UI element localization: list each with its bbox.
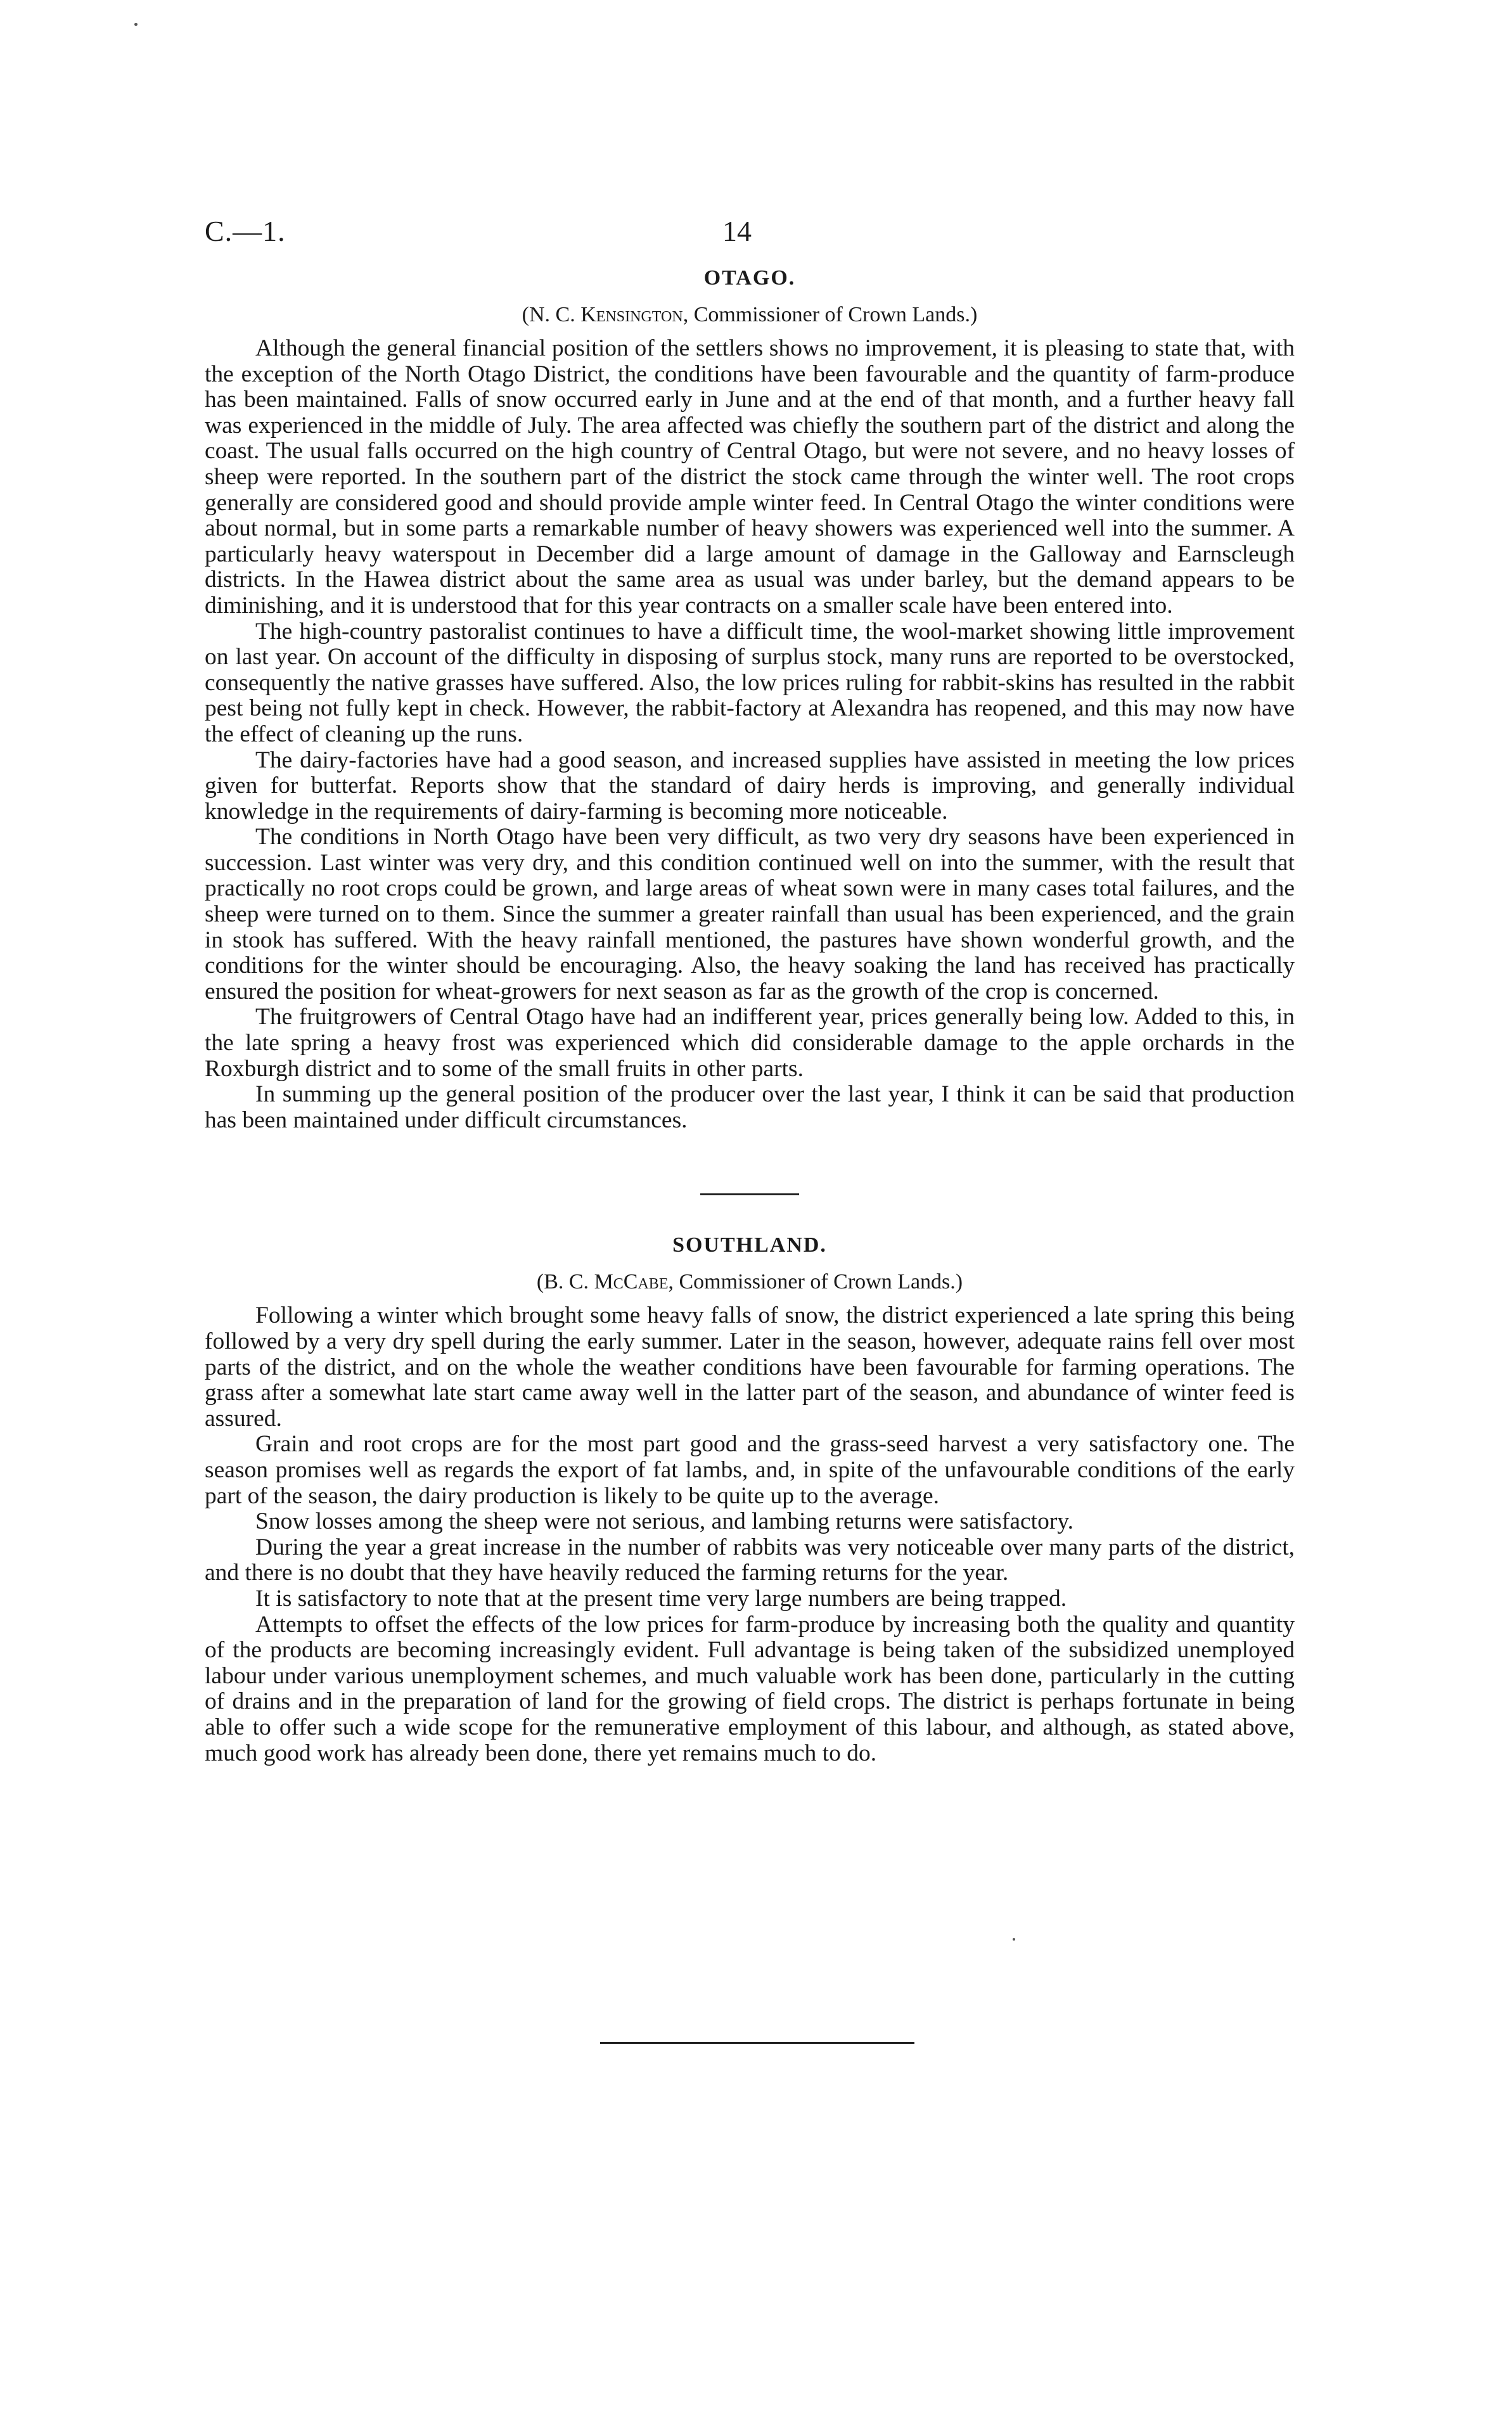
southland-byline-close: , Commissioner of Crown Lands.) [668, 1270, 963, 1294]
scan-speck [1013, 1938, 1015, 1941]
page-body [205, 266, 1295, 1766]
southland-paragraph-1: Following a winter which brought some heavy falls of snow, the district experienced a late spring this being followed by a very dry spell during the early summer. Later in the season, however, adequate rains fell over most parts of the district, and on the whole the weather conditions have been favourable for farming operations. The grass after a somewhat late start came away well in the latter part of the season, and abundance of winter feed is assured. [205, 1302, 1295, 1432]
southland-section [205, 1233, 1295, 1766]
southland-heading: SOUTHLAND. [672, 1233, 827, 1257]
southland-commissioner-name: McCabe [594, 1270, 669, 1294]
end-rule [600, 2042, 914, 2044]
scan-speck [134, 23, 138, 26]
otago-heading: OTAGO. [703, 266, 796, 290]
otago-paragraph-5: The fruitgrowers of Central Otago have had an indifferent year, prices generally being low. Added to this, in the late spring a heavy frost was experienced which did considerable damage to the apple orchards in the Roxburgh district and to some of the small fruits in other parts. [205, 1004, 1295, 1082]
otago-byline [205, 303, 1295, 327]
otago-section [205, 266, 1295, 1133]
southland-paragraph-6: Attempts to offset the effects of the low prices for farm-produce by increasing both the quality and quantity of the products are becoming increasingly evident. Full advantage is being taken of the subsidized unemployed labour under various unemployment schemes, and much valuable work has been done, particularly in the cutting of drains and in the preparation of land for the growing of field crops. The district is perhaps fortunate in being able to offer such a wide scope for the remunerative employment of this labour, and although, as stated above, much good work has already been done, there yet remains much to do. [205, 1611, 1295, 1766]
otago-paragraph-4: The conditions in North Otago have been very difficult, as two very dry seasons have been experienced in succession. Last winter was very dry, and this condition continued well on into the summer, with the result that practically no root crops could be grown, and large areas of wheat sown were in many cases total failures, and the sheep were turned on to them. Since the summer a greater rainfall than usual has been experienced, and the grain in stook has suffered. With the heavy rainfall mentioned, the pastures have shown wonderful growth, and the conditions for the winter should be encouraging. Also, the heavy soaking the land has received has practically ensured the position for wheat-growers for next season as far as the growth of the crop is concerned. [205, 824, 1295, 1005]
otago-byline-close: , Commissioner of Crown Lands.) [682, 303, 978, 326]
southland-byline [205, 1270, 1295, 1294]
southland-paragraph-3: Snow losses among the sheep were not serious, and lambing returns were satisfactory. [255, 1508, 1074, 1535]
otago-commissioner-name: Kensington [580, 303, 683, 326]
southland-paragraph-2: Grain and root crops are for the most part good and the grass-seed harvest a very satisfactory one. The season promises well as regards the export of fat lambs, and, in spite of the unfavourable conditions of the early part of the season, the dairy production is likely to be quite up to the average. [205, 1431, 1295, 1509]
otago-paragraph-6: In summing up the general position of the producer over the last year, I think it can be said that production has been maintained under difficult circumstances. [205, 1081, 1295, 1133]
southland-paragraph-5: It is satisfactory to note that at the present time very large numbers are being trapped. [255, 1585, 1067, 1612]
otago-paragraph-2: The high-country pastoralist continues to have a difficult time, the wool-market showing little improvement on last year. On account of the difficulty in disposing of surplus stock, many runs are reported to be overstocked, consequently the native grasses have suffered. Also, the low prices ruling for rabbit-skins has resulted in the rabbit pest being not fully kept in check. However, the rabbit-factory at Alexandra has reopened, and this may now have the effect of cleaning up the runs. [205, 618, 1295, 747]
otago-paragraph-3: The dairy-factories have had a good season, and increased supplies have assisted in meeting the low prices given for butterfat. Reports show that the standard of dairy herds is improving, and generally individual knowledge in the requirements of dairy-farming is becoming more noticeable. [205, 747, 1295, 825]
otago-paragraph-1: Although the general financial position of the settlers shows no improvement, it is pleasing to state that, with the exception of the North Otago District, the conditions have been favourable and the quantity of farm-produce has been maintained. Falls of snow occurred early in June and at the end of that month, and a further heavy fall was experienced in the middle of July. The area affected was chiefly the southern part of the district and along the coast. The usual falls occurred on the high country of Central Otago, but were not severe, and no heavy losses of sheep were reported. In the southern part of the district the stock came through the winter well. The root crops generally are considered good and should provide ample winter feed. In Central Otago the winter conditions were about normal, but in some parts a remarkable number of heavy showers was experienced well into the summer. A particularly heavy waterspout in December did a large amount of damage in the Galloway and Earnscleugh districts. In the Hawea district about the same area as usual was under barley, but the demand appears to be diminishing, and it is understood that for this year contracts on a smaller scale have been entered into. [205, 335, 1295, 619]
section-divider [700, 1193, 799, 1195]
document-reference: C.—1. [205, 215, 286, 247]
southland-paragraph-4: During the year a great increase in the number of rabbits was very noticeable over many parts of the district, and there is no doubt that they have heavily reduced the farming returns for the year. [205, 1534, 1295, 1586]
page-number: 14 [722, 215, 752, 247]
otago-byline-open: (N. C. [522, 303, 581, 326]
southland-byline-open: (B. C. [536, 1270, 594, 1294]
